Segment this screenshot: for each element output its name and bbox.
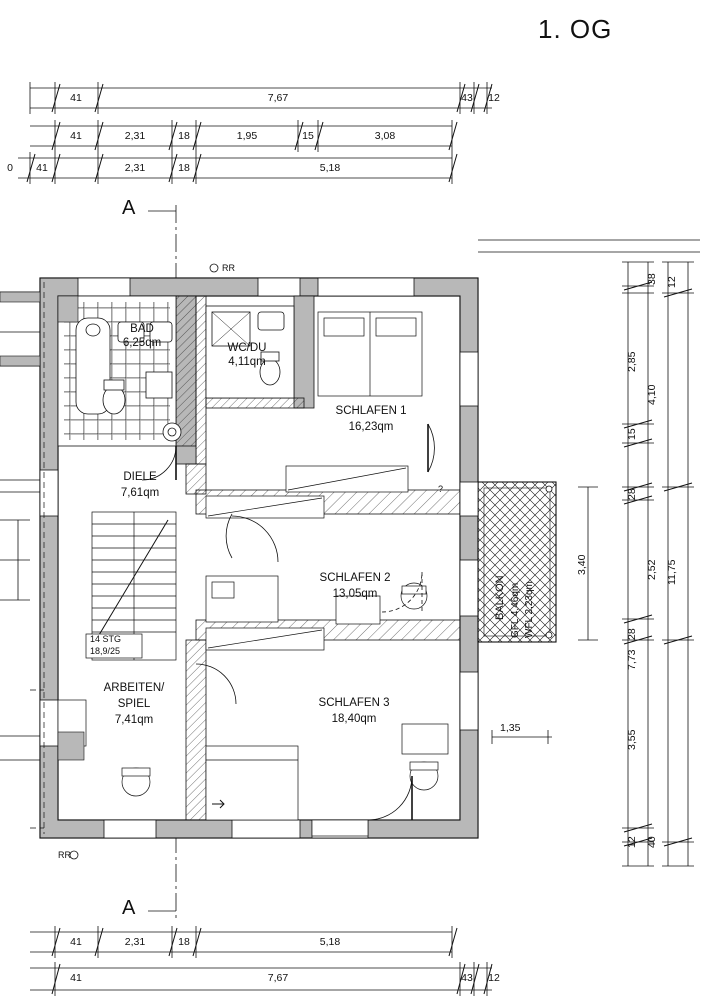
dim-right4-0: 11,75 bbox=[666, 559, 678, 585]
dim-top3-3: 18 bbox=[178, 162, 190, 174]
dim-bot2-2: 43 bbox=[461, 972, 473, 984]
room-schlafen1-area: 16,23qm bbox=[348, 421, 394, 433]
dim-inner-340: 3,40 bbox=[576, 554, 588, 575]
dim-right1-1: 12 bbox=[666, 276, 678, 288]
dim-top1-3: 12 bbox=[488, 92, 500, 104]
room-schlafen3-name: SCHLAFEN 3 bbox=[318, 697, 390, 709]
dim-right2-0: 2,85 bbox=[626, 351, 638, 372]
dim-top1-0: 41 bbox=[70, 92, 82, 104]
dim-top3-2: 2,31 bbox=[124, 162, 146, 174]
room-arbeiten-name: ARBEITEN/ bbox=[103, 682, 165, 694]
room-schlafen3-area: 18,40qm bbox=[331, 713, 377, 725]
room-spiel-area: 7,41qm bbox=[114, 714, 154, 726]
dim-right3-1: 2,52 bbox=[646, 559, 658, 580]
room-diele-area: 7,61qm bbox=[120, 487, 160, 499]
svg-text:?: ? bbox=[438, 484, 444, 494]
dim-top3-4: 5,18 bbox=[319, 162, 341, 174]
stairs-riser: 18,9/25 bbox=[90, 646, 121, 656]
room-spiel-name: SPIEL bbox=[117, 698, 151, 710]
room-schlafen2-name: SCHLAFEN 2 bbox=[319, 572, 391, 584]
room-wcdu-name: WC/DU bbox=[227, 342, 267, 354]
dim-right2-5: 12 bbox=[626, 836, 638, 848]
dim-top3-1: 41 bbox=[36, 162, 48, 174]
room-diele-name: DIELE bbox=[123, 471, 157, 483]
dim-bot1-2: 18 bbox=[178, 936, 190, 948]
dim-right2-3: 28 bbox=[626, 628, 638, 640]
dim-top2-4: 15 bbox=[302, 130, 314, 142]
dim-top1-1: 7,67 bbox=[267, 92, 289, 104]
dim-top2-1: 2,31 bbox=[124, 130, 146, 142]
dim-top1-2: 43 bbox=[461, 92, 473, 104]
dim-bot2-0: 41 bbox=[70, 972, 82, 984]
dim-135: 1,35 bbox=[500, 722, 521, 734]
dim-bot2-1: 7,67 bbox=[267, 972, 289, 984]
room-schlafen1-name: SCHLAFEN 1 bbox=[335, 405, 407, 417]
room-schlafen2-area: 13,05qm bbox=[332, 588, 378, 600]
balcony-wfl: WFL 2,23qm bbox=[524, 581, 535, 638]
dim-right1-0: 38 bbox=[646, 273, 658, 285]
dim-right3-0: 4,10 bbox=[646, 384, 658, 405]
dim-top2-3: 1,95 bbox=[236, 130, 258, 142]
section-marker-a-top: A bbox=[122, 197, 136, 219]
dim-top2-5: 3,08 bbox=[374, 130, 396, 142]
dim-top2-2: 18 bbox=[178, 130, 190, 142]
room-wcdu-area: 4,11qm bbox=[228, 356, 266, 368]
dim-right2-4: 3,55 bbox=[626, 729, 638, 750]
stairs-count: 14 STG bbox=[90, 634, 122, 644]
room-bad-area: 6,25qm bbox=[122, 337, 162, 349]
page-title: 1. OG bbox=[538, 14, 613, 44]
balcony-gfl: GFL 4,46qm bbox=[510, 582, 521, 638]
dim-top3-0: 0 bbox=[7, 162, 13, 174]
dim-bot2-3: 12 bbox=[488, 972, 500, 984]
dim-right2-2: 28 bbox=[626, 488, 638, 500]
dim-bot1-1: 2,31 bbox=[124, 936, 146, 948]
room-bad-name: BAD bbox=[130, 323, 154, 335]
dim-bot1-0: 41 bbox=[70, 936, 82, 948]
rr-label-top: RR bbox=[222, 263, 235, 273]
balcony-label: BALKON bbox=[494, 575, 506, 620]
dim-right3-2: 7,73 bbox=[626, 649, 638, 670]
dim-top2-0: 41 bbox=[70, 130, 82, 142]
dim-right2-6: 40 bbox=[646, 836, 658, 848]
section-marker-a-bottom: A bbox=[122, 897, 136, 919]
dim-right2-1: 15 bbox=[626, 428, 638, 440]
rr-label-bottom: RR bbox=[58, 850, 71, 860]
dim-bot1-3: 5,18 bbox=[319, 936, 341, 948]
